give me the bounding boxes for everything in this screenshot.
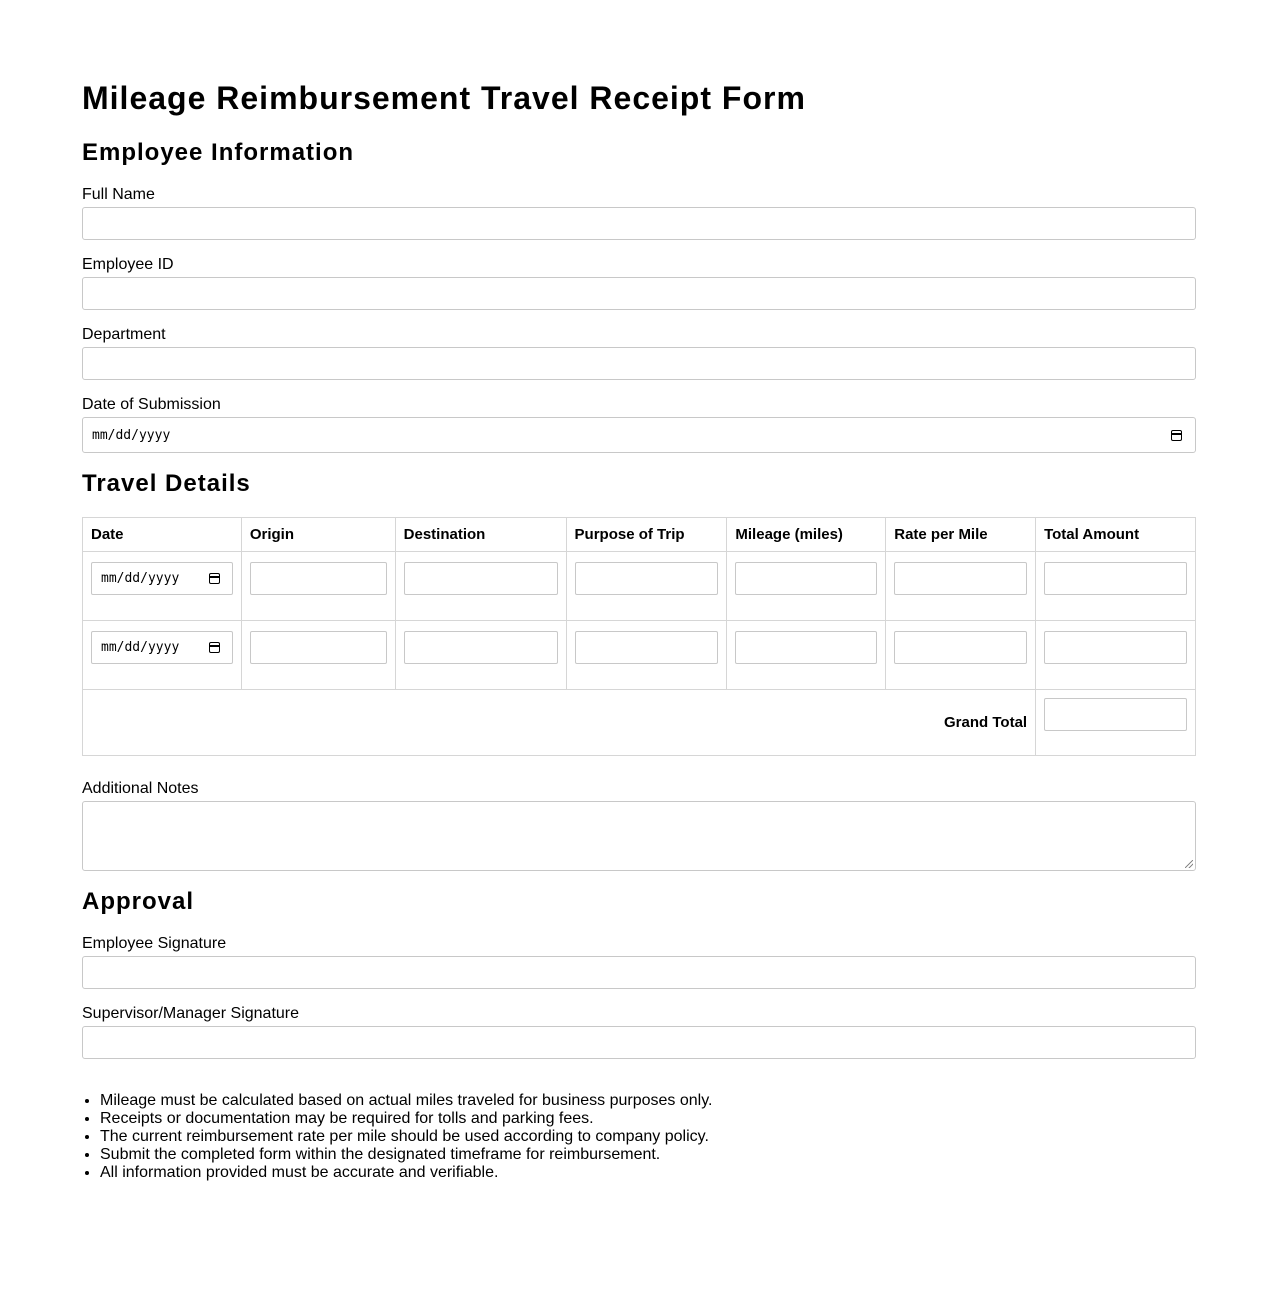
- origin-cell: [241, 621, 395, 690]
- list-item: • Receipts or documentation may be required for tolls and parking fees.: [100, 1110, 712, 1128]
- column-header-rate: Rate per Mile: [886, 518, 1036, 552]
- additional-notes-textarea[interactable]: [82, 801, 1196, 871]
- total-input[interactable]: [1044, 562, 1187, 595]
- guidelines-list: [82, 1092, 712, 1182]
- mileage-input[interactable]: [735, 631, 877, 664]
- employee-id-input[interactable]: [82, 277, 1196, 310]
- date-placeholder: mm/dd/yyyy: [92, 428, 171, 443]
- rate-cell: [886, 552, 1036, 621]
- total-cell: [1036, 552, 1196, 621]
- destination-input[interactable]: [404, 631, 558, 664]
- travel-details-heading: Travel Details: [82, 470, 251, 497]
- date-placeholder: mm/dd/yyyy: [101, 640, 180, 655]
- date-cell: [83, 621, 242, 690]
- resize-handle-icon[interactable]: [1185, 860, 1193, 868]
- employee-signature-label: Employee Signature: [82, 935, 227, 952]
- submission-date-input[interactable]: [82, 417, 1196, 453]
- grand-total-input[interactable]: [1044, 698, 1187, 731]
- department-label: Department: [82, 326, 166, 343]
- table-header-row: [83, 518, 1196, 552]
- rate-input[interactable]: [894, 631, 1027, 664]
- mileage-cell: [727, 621, 886, 690]
- supervisor-signature-input[interactable]: [82, 1026, 1196, 1059]
- total-input[interactable]: [1044, 631, 1187, 664]
- origin-input[interactable]: [250, 562, 387, 595]
- employee-signature-input[interactable]: [82, 956, 1196, 989]
- trip-date-input[interactable]: [91, 631, 233, 664]
- column-header-total: Total Amount: [1036, 518, 1196, 552]
- destination-input[interactable]: [404, 562, 558, 595]
- additional-notes-label: Additional Notes: [82, 780, 199, 797]
- submission-date-label: Date of Submission: [82, 396, 221, 413]
- calendar-icon[interactable]: [209, 642, 220, 653]
- table-row: [83, 552, 1196, 621]
- trip-date-input[interactable]: [91, 562, 233, 595]
- column-header-origin: Origin: [241, 518, 395, 552]
- list-item: • All information provided must be accurate and verifiable.: [100, 1164, 712, 1182]
- purpose-input[interactable]: [575, 631, 719, 664]
- column-header-purpose: Purpose of Trip: [566, 518, 727, 552]
- total-cell: [1036, 621, 1196, 690]
- origin-cell: [241, 552, 395, 621]
- mileage-input[interactable]: [735, 562, 877, 595]
- table-row: [83, 621, 1196, 690]
- full-name-label: Full Name: [82, 186, 155, 203]
- full-name-input[interactable]: [82, 207, 1196, 240]
- purpose-input[interactable]: [575, 562, 719, 595]
- grand-total-cell: [1036, 690, 1196, 756]
- list-item: • The current reimbursement rate per mile should be used according to company policy.: [100, 1128, 712, 1146]
- column-header-destination: Destination: [395, 518, 566, 552]
- destination-cell: [395, 552, 566, 621]
- mileage-cell: [727, 552, 886, 621]
- rate-cell: [886, 621, 1036, 690]
- grand-total-row: [83, 690, 1196, 756]
- date-placeholder: mm/dd/yyyy: [101, 571, 180, 586]
- page-title: Mileage Reimbursement Travel Receipt Form: [82, 80, 806, 116]
- calendar-icon[interactable]: [209, 573, 220, 584]
- employee-info-heading: Employee Information: [82, 139, 355, 166]
- employee-id-label: Employee ID: [82, 256, 174, 273]
- date-cell: [83, 552, 242, 621]
- calendar-icon[interactable]: [1171, 430, 1182, 441]
- destination-cell: [395, 621, 566, 690]
- approval-heading: Approval: [82, 888, 195, 915]
- column-header-mileage: Mileage (miles): [727, 518, 886, 552]
- travel-table: [82, 517, 1196, 756]
- purpose-cell: [566, 552, 727, 621]
- origin-input[interactable]: [250, 631, 387, 664]
- purpose-cell: [566, 621, 727, 690]
- list-item: • Mileage must be calculated based on actual miles traveled for business purposes only.: [100, 1092, 712, 1110]
- grand-total-label: Grand Total: [83, 690, 1036, 756]
- list-item: • Submit the completed form within the designated timeframe for reimbursement.: [100, 1146, 712, 1164]
- column-header-date: Date: [83, 518, 242, 552]
- rate-input[interactable]: [894, 562, 1027, 595]
- department-input[interactable]: [82, 347, 1196, 380]
- supervisor-signature-label: Supervisor/Manager Signature: [82, 1005, 300, 1022]
